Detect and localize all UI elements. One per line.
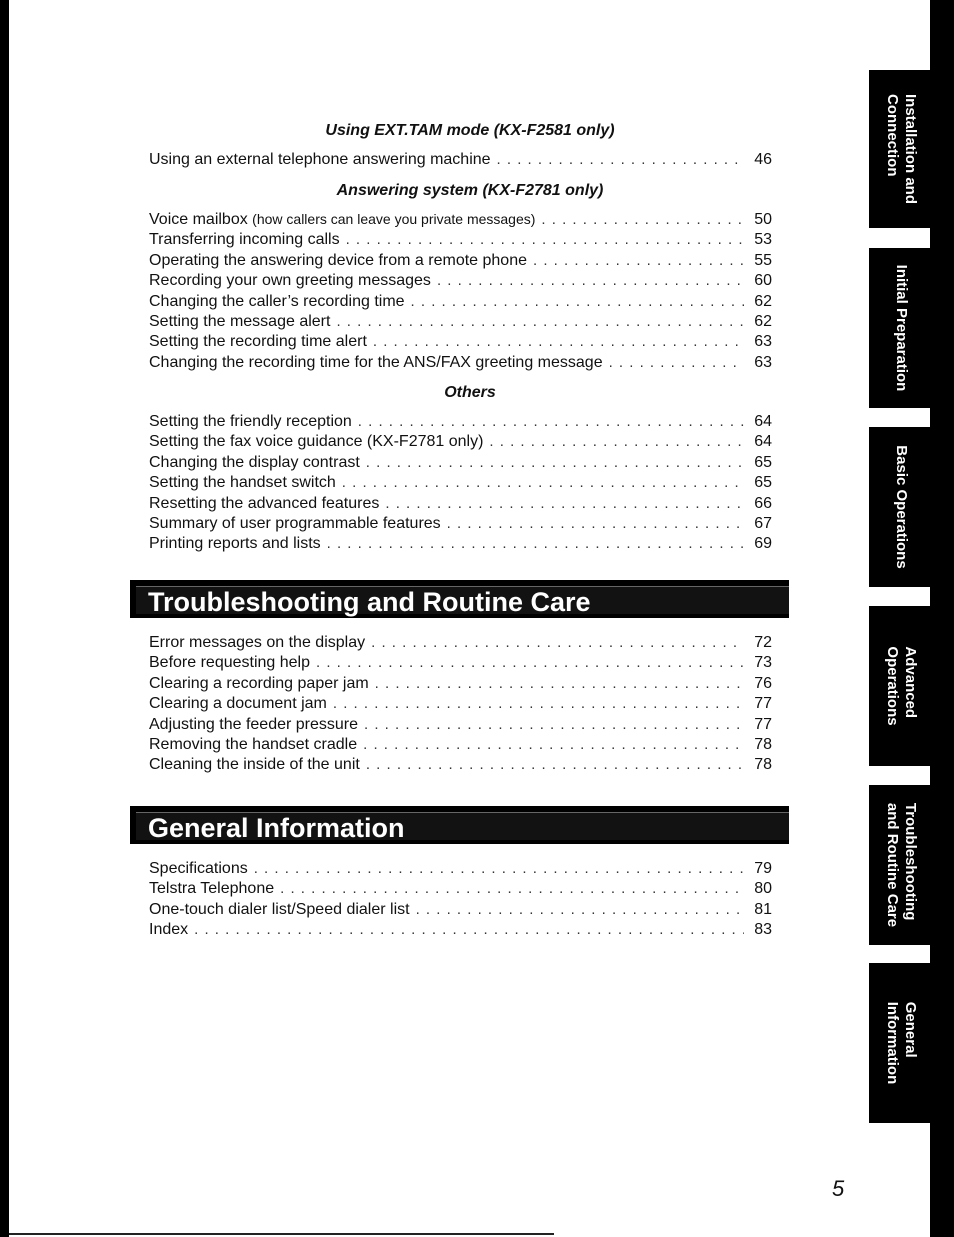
- side-tab-initial-preparation[interactable]: [869, 248, 933, 408]
- toc-entry-page: 81: [754, 900, 772, 918]
- bottom-rule: [9, 1233, 554, 1235]
- toc-entry-page: 66: [754, 494, 772, 512]
- dot-leader: [342, 474, 744, 491]
- side-tab-label: [892, 265, 910, 392]
- toc-entry-title: Index: [149, 921, 189, 939]
- toc-entry-title: Adjusting the feeder pressure: [149, 715, 359, 733]
- toc-entry-page: 65: [754, 474, 772, 492]
- dot-leader: [437, 272, 744, 289]
- toc-entry[interactable]: [149, 474, 772, 494]
- dot-leader: [375, 675, 744, 692]
- toc-entry[interactable]: [149, 535, 772, 555]
- toc-entry-title: Setting the message alert: [149, 312, 331, 330]
- dot-leader: [385, 495, 744, 512]
- side-tab-general-information[interactable]: [869, 963, 933, 1123]
- toc-entry[interactable]: [149, 293, 772, 313]
- toc-entry-page: 67: [754, 514, 772, 532]
- toc-entry-page: 63: [754, 353, 772, 371]
- toc-entry-page: 72: [754, 634, 772, 651]
- toc-entry[interactable]: [149, 921, 772, 941]
- banner-inner: [136, 812, 789, 843]
- toc-entry[interactable]: [149, 211, 772, 231]
- toc-entry[interactable]: [149, 634, 772, 654]
- toc-entry-title: Cleaning the inside of the unit: [149, 756, 360, 774]
- toc-entry-page: 73: [754, 654, 772, 672]
- toc-entry[interactable]: [149, 433, 772, 453]
- chapter-banner-general-information: [130, 806, 789, 844]
- side-tab-line: Connection: [884, 93, 901, 177]
- toc-entry-title: Error messages on the display: [149, 634, 366, 651]
- page-number: 5: [832, 1176, 845, 1201]
- toc-entry-page: 69: [754, 535, 772, 553]
- toc-entry-title: Operating the answering device from a remote phone: [149, 251, 527, 269]
- dot-leader: [366, 454, 744, 471]
- dot-leader: [416, 901, 744, 918]
- toc-entry-page: 80: [754, 880, 772, 898]
- toc-entry-page: 53: [754, 231, 772, 249]
- dot-leader: [363, 736, 744, 753]
- side-tab-basic-operations[interactable]: [869, 427, 933, 587]
- dot-leader: [411, 293, 744, 310]
- section-heading-answering-system: Answering system (KX-F2781 only): [336, 182, 604, 199]
- dot-leader: [609, 354, 744, 371]
- toc-entry[interactable]: [149, 695, 772, 715]
- toc-entry-title: Using an external telephone answering machine: [149, 151, 491, 168]
- dot-leader: [316, 654, 744, 671]
- toc-entry-title: Removing the handset cradle: [149, 735, 358, 753]
- toc-entry-page: 83: [754, 921, 772, 939]
- side-tab-line: Basic Operations: [893, 445, 910, 569]
- side-tab-troubleshooting[interactable]: [869, 785, 933, 945]
- toc-list-answering-system: [149, 211, 772, 374]
- dot-leader: [371, 634, 744, 651]
- toc-entry[interactable]: [149, 454, 772, 474]
- toc-list-general: [149, 860, 772, 942]
- toc-entry[interactable]: [149, 736, 772, 756]
- toc-entry-main-title: Voice mailbox: [149, 211, 248, 228]
- dot-leader: [364, 716, 744, 733]
- toc-entry-title: Changing the caller’s recording time: [149, 292, 405, 310]
- side-tab-line: Information: [884, 1001, 901, 1085]
- toc-entry[interactable]: [149, 716, 772, 736]
- dot-leader: [280, 880, 744, 897]
- toc-entry-title: Setting the recording time alert: [149, 333, 367, 351]
- toc-entry-page: 77: [754, 715, 772, 733]
- toc-entry-title: Changing the recording time for the ANS/FAX greeting message: [149, 353, 603, 371]
- toc-entry-page: 78: [754, 756, 772, 774]
- toc-entry-note: (how callers can leave you private messages): [252, 211, 536, 227]
- side-tab-line: Troubleshooting: [902, 802, 919, 921]
- toc-entry-page: 62: [754, 292, 772, 310]
- toc-entry[interactable]: [149, 333, 772, 353]
- dot-leader: [254, 860, 744, 877]
- toc-list-others: [149, 413, 772, 556]
- toc-entry[interactable]: [149, 654, 772, 674]
- side-tab-line: Initial Preparation: [893, 264, 910, 392]
- side-tab-label: [883, 646, 919, 725]
- banner-inner: [136, 586, 789, 617]
- toc-entry-title: Setting the friendly reception: [149, 413, 352, 430]
- toc-entry-page: 50: [754, 211, 772, 228]
- toc-entry-title: Recording your own greeting messages: [149, 272, 431, 290]
- dot-leader: [194, 921, 744, 938]
- toc-entry[interactable]: [149, 515, 772, 535]
- toc-entry-page: 64: [754, 413, 772, 430]
- toc-entry[interactable]: [149, 272, 772, 292]
- dot-leader: [373, 333, 744, 350]
- side-tab-installation[interactable]: [869, 70, 933, 228]
- side-tab-advanced-operations[interactable]: [869, 606, 933, 766]
- toc-entry-title: Telstra Telephone: [149, 880, 275, 898]
- dot-leader: [346, 231, 744, 248]
- toc-entry[interactable]: [149, 413, 772, 433]
- toc-entry-title: Before requesting help: [149, 654, 310, 672]
- toc-entry-title: Transferring incoming calls: [149, 231, 340, 249]
- toc-entry-title: Specifications: [149, 860, 248, 877]
- toc-entry-page: 79: [754, 860, 772, 877]
- chapter-banner-troubleshooting: [130, 580, 789, 618]
- toc-entry-page: 64: [754, 433, 772, 451]
- toc-entry-title: Setting the handset switch: [149, 474, 336, 492]
- toc-entry-title: [149, 211, 535, 229]
- dot-leader: [447, 515, 744, 532]
- toc-entry-title: Changing the display contrast: [149, 453, 360, 471]
- toc-entry-page: 76: [754, 674, 772, 692]
- dot-leader: [533, 252, 744, 269]
- dot-leader: [358, 413, 744, 430]
- toc-entry[interactable]: [149, 495, 772, 515]
- side-tab-label: [883, 803, 919, 927]
- toc-entry-page: 46: [754, 151, 772, 168]
- toc-entry[interactable]: [149, 354, 772, 374]
- toc-entry[interactable]: [149, 756, 772, 776]
- dot-leader: [333, 695, 744, 712]
- toc-entry-title: Setting the fax voice guidance (KX-F2781 only): [149, 433, 484, 451]
- toc-entry[interactable]: [149, 901, 772, 921]
- dot-leader: [327, 535, 744, 552]
- side-tab-label: [883, 1002, 919, 1085]
- toc-entry[interactable]: [149, 252, 772, 272]
- side-tab-line: and Routine Care: [884, 802, 901, 928]
- toc-entry-page: 62: [754, 312, 772, 330]
- side-tab-line: General: [902, 1001, 919, 1058]
- toc-entry-title: Printing reports and lists: [149, 535, 321, 553]
- left-page-edge: [0, 0, 9, 1237]
- dot-leader: [336, 313, 744, 330]
- toc-entry-title: Clearing a recording paper jam: [149, 674, 369, 692]
- toc-entry[interactable]: [149, 675, 772, 695]
- toc-entry-title: Clearing a document jam: [149, 695, 327, 713]
- toc-entry-page: 55: [754, 251, 772, 269]
- toc-entry[interactable]: [149, 231, 772, 251]
- section-heading-others: Others: [444, 384, 496, 401]
- toc-entry-title: One-touch dialer list/Speed dialer list: [149, 900, 410, 918]
- toc-entry-title: Resetting the advanced features: [149, 494, 380, 512]
- toc-entry-title: Summary of user programmable features: [149, 514, 441, 532]
- toc-list-ext-tam: [149, 151, 772, 171]
- chapter-title: Troubleshooting and Routine Care: [148, 587, 591, 617]
- side-tab-line: Operations: [884, 646, 901, 726]
- toc-list-troubleshooting: [149, 634, 772, 777]
- toc-entry[interactable]: [149, 313, 772, 333]
- toc-entry-page: 60: [754, 272, 772, 290]
- dot-leader: [497, 151, 744, 168]
- section-heading-ext-tam: Using EXT.TAM mode (KX-F2581 only): [325, 122, 615, 139]
- dot-leader: [489, 433, 744, 450]
- side-tab-label: [883, 94, 919, 204]
- toc-entry-page: 77: [754, 695, 772, 713]
- toc-entry-page: 63: [754, 333, 772, 351]
- toc-entry[interactable]: [149, 151, 772, 171]
- toc-entry[interactable]: [149, 880, 772, 900]
- dot-leader: [541, 211, 744, 228]
- right-edge-strip: [930, 0, 954, 1237]
- side-tab-line: Advanced: [902, 646, 919, 719]
- toc-entry[interactable]: [149, 860, 772, 880]
- toc-entry-page: 78: [754, 735, 772, 753]
- dot-leader: [366, 756, 744, 773]
- side-tab-label: [892, 445, 910, 568]
- side-tab-line: Installation and: [902, 93, 919, 205]
- chapter-title: General Information: [148, 813, 405, 843]
- toc-entry-page: 65: [754, 453, 772, 471]
